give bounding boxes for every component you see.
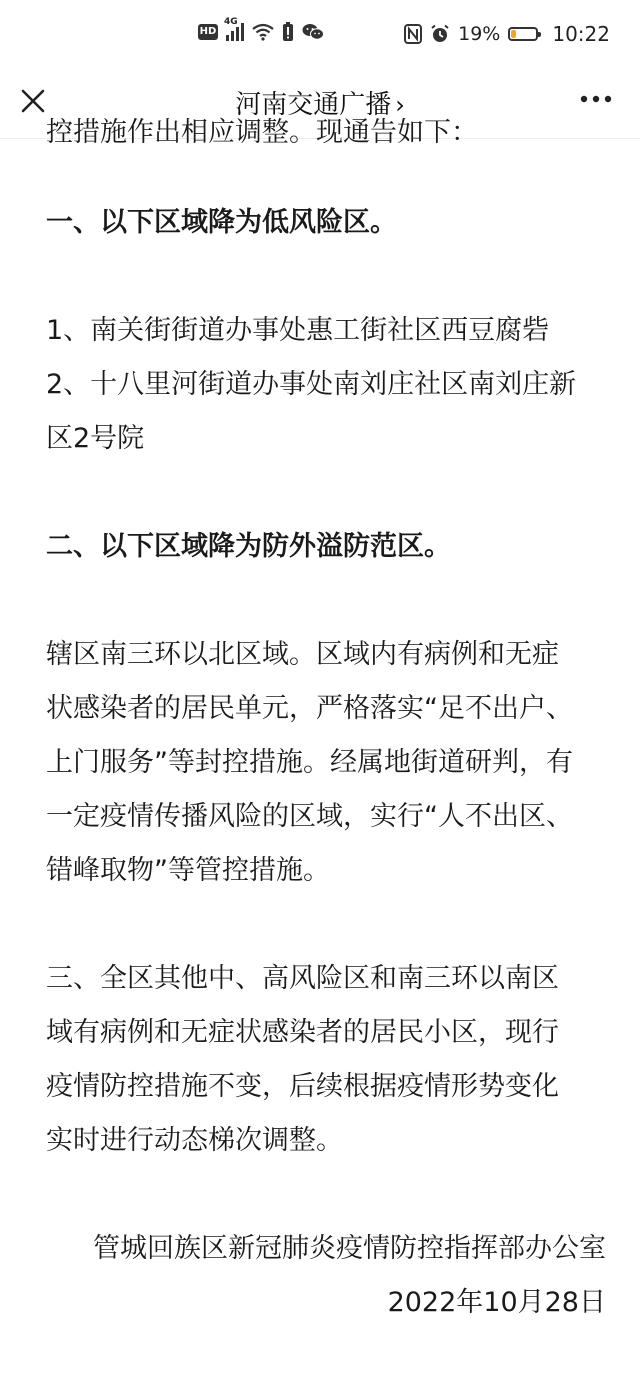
paragraph-line: 状感染者的居民单元，严格落实“足不出户、	[46, 693, 573, 724]
more-icon[interactable]	[580, 94, 612, 104]
cellular-signal-icon	[224, 17, 244, 41]
paragraph-line: 实时进行动态梯次调整。	[46, 1125, 343, 1156]
section1-heading: 一、以下区域降为低风险区。	[46, 207, 397, 238]
hd-badge: HD	[198, 24, 218, 40]
wifi-icon	[252, 23, 274, 41]
alarm-icon	[430, 24, 450, 44]
nfc-icon	[404, 24, 422, 44]
paragraph-line: 辖区南三环以北区域。区域内有病例和无症	[46, 639, 559, 670]
battery-percent: 19%	[458, 23, 501, 45]
wechat-icon	[302, 23, 324, 41]
article-body	[46, 117, 606, 1330]
cutoff-line: 控措施作出相应调整。现通告如下：	[46, 117, 478, 148]
list-item: 1、南关街街道办事处惠工街社区西豆腐砦	[46, 315, 550, 346]
paragraph-line: 错峰取物”等管控措施。	[46, 855, 330, 886]
paragraph-line: 域有病例和无症状感染者的居民小区，现行	[46, 1017, 559, 1048]
status-left-group	[198, 17, 324, 42]
status-right-group	[404, 22, 610, 46]
status-time: 10:22	[552, 22, 610, 46]
battery-alert-icon	[282, 22, 294, 42]
signature-date: 2022年10月28日	[387, 1287, 606, 1318]
list-item: 2、十八里河街道办事处南刘庄社区南刘庄新	[46, 369, 577, 400]
paragraph-line: 三、全区其他中、高风险区和南三环以南区	[46, 963, 559, 994]
battery-level-fill	[511, 30, 516, 38]
paragraph-line: 上门服务”等封控措施。经属地街道研判，有	[46, 747, 573, 778]
network-type-label: 4G	[224, 17, 238, 27]
chevron-right-icon: ›	[395, 91, 405, 119]
status-bar	[0, 0, 640, 72]
list-item: 区2号院	[46, 423, 145, 454]
signature-org: 管城回族区新冠肺炎疫情防控指挥部办公室	[93, 1233, 606, 1264]
battery-icon	[508, 27, 538, 41]
account-title: 河南交通广播	[235, 90, 392, 120]
paragraph-line: 疫情防控措施不变，后续根据疫情形势变化	[46, 1071, 559, 1102]
section2-heading: 二、以下区域降为防外溢防范区。	[46, 531, 451, 562]
paragraph-line: 一定疫情传播风险的区域，实行“人不出区、	[46, 801, 573, 832]
